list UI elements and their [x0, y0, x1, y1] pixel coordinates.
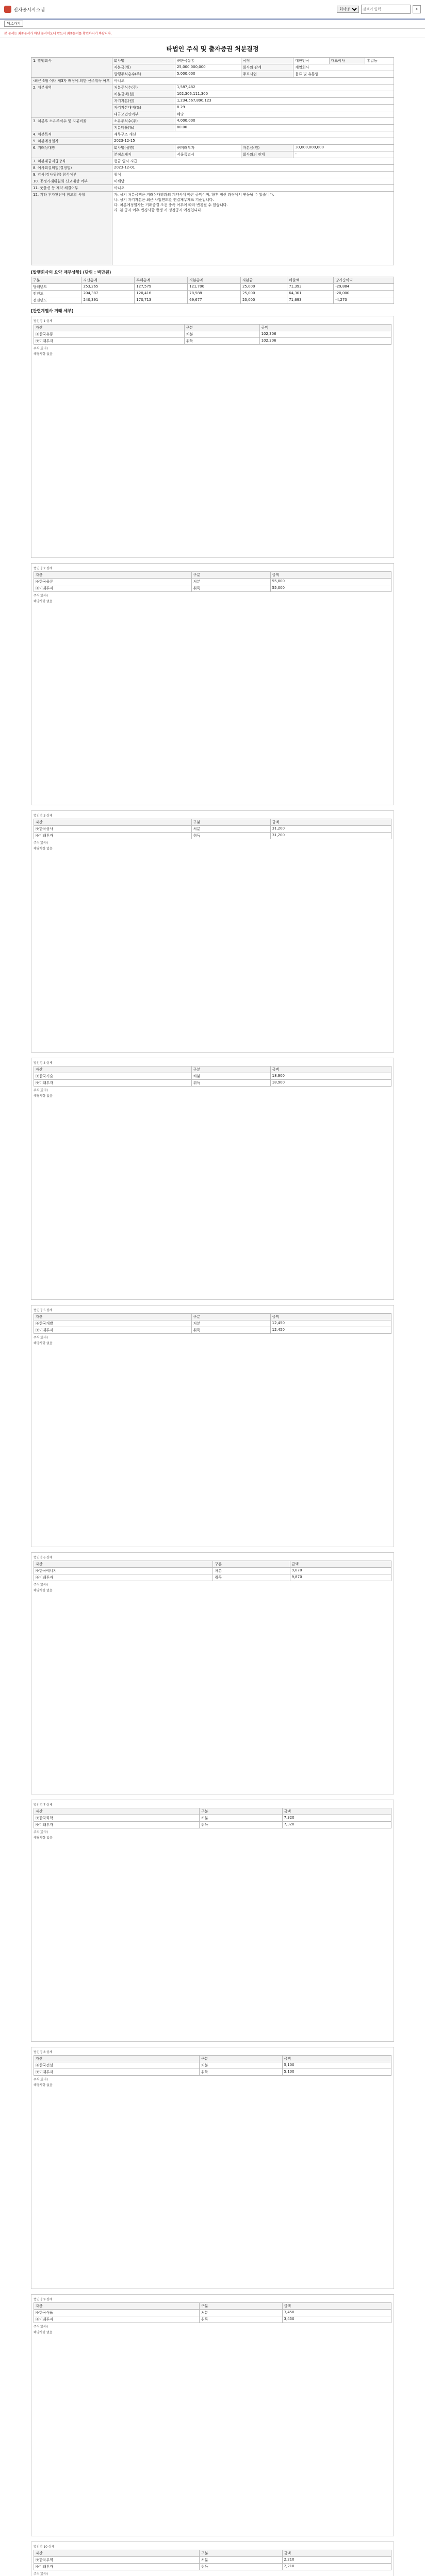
field-value: 참석 [112, 172, 394, 178]
table-cell: 240,391 [81, 297, 135, 304]
column-header: 구분 [184, 325, 259, 331]
report-note: 해당사항 없음 [34, 600, 53, 603]
row-label: -최근 6월 이내 제3자 배정에 의한 신주취득 여부 [31, 78, 112, 84]
field-label: 자기자본대비(%) [112, 105, 175, 111]
report-note: 해당사항 없음 [34, 1342, 53, 1345]
table-cell: 처분 [200, 2557, 283, 2564]
column-header: 자산 [34, 1561, 213, 1568]
field-label: 소유주식수(주) [112, 118, 175, 125]
row-label: 5. 처분예정일자 [31, 138, 112, 145]
report-note: 해당사항 없음 [34, 352, 53, 356]
table-cell: 5,100 [282, 2069, 391, 2076]
table-row [31, 291, 394, 297]
table-row [31, 185, 394, 192]
field-label: 회사명 [112, 58, 175, 64]
table-row [31, 192, 394, 265]
report-note: 해당사항 없음 [34, 847, 53, 851]
row-label: 10. 공정거래위원회 신고대상 여부 [31, 178, 112, 185]
table-cell: ㈜미래투자 [34, 833, 192, 839]
search-option-select[interactable] [337, 6, 359, 13]
table-row [34, 1080, 391, 1087]
table-cell: 102,306 [259, 331, 391, 338]
field-value: 80.00 [175, 125, 394, 131]
table-header [34, 2303, 391, 2310]
table-header [34, 819, 391, 826]
table-cell: 204,387 [81, 291, 135, 297]
column-header: 구분 [213, 1561, 290, 1568]
table-cell: 5,100 [282, 2062, 391, 2069]
table-cell: 64,301 [287, 291, 334, 297]
table-cell: 23,000 [240, 297, 287, 304]
table-cell: 취득 [213, 1574, 290, 1581]
table-header [31, 277, 394, 284]
table-row [31, 58, 394, 64]
table-cell: ㈜한국유통 [34, 331, 185, 338]
field-value: 홍길동 [365, 58, 394, 64]
search-icon[interactable]: ⌕ [413, 5, 421, 13]
table-row [31, 78, 394, 84]
report-name: 법인명 5 상세 [34, 1309, 53, 1312]
logo-icon [4, 6, 11, 13]
column-header: 자산 [34, 819, 192, 826]
field-value: - [293, 151, 394, 158]
report-name: 법인명 9 상세 [34, 2298, 53, 2301]
field-label: 본점소재지 [112, 151, 175, 158]
table-cell: 31,200 [270, 833, 391, 839]
table-cell: ㈜한국개발 [34, 1320, 192, 1327]
table-row [34, 579, 391, 585]
table-cell: ㈜한국에너지 [34, 1568, 213, 1574]
field-value: 30,000,000,000 [293, 145, 394, 151]
report-table [34, 1313, 391, 1334]
column-header: 금액 [282, 2550, 391, 2557]
report-block [31, 1305, 394, 1547]
document-content [0, 38, 425, 2576]
table-row [31, 178, 394, 185]
column-header: 부채총계 [135, 277, 188, 284]
table-header [34, 1808, 391, 1815]
column-header: 금액 [290, 1561, 391, 1568]
table-row [31, 284, 394, 291]
table-cell: 121,700 [188, 284, 241, 291]
table-cell: ㈜한국식품 [34, 2310, 200, 2316]
table-cell: 처분 [200, 2310, 283, 2316]
field-value: 대한민국 [293, 58, 329, 64]
sub-bar [0, 20, 425, 29]
table-row [34, 826, 391, 833]
field-label: 대규모법인여부 [112, 111, 175, 118]
row-label: 2. 처분내역 [31, 84, 112, 118]
table-row [34, 1073, 391, 1080]
table-cell: 전년도 [31, 291, 81, 297]
table-row [34, 1327, 391, 1334]
column-header: 당기순이익 [334, 277, 394, 284]
report-note: 해당사항 없음 [34, 2083, 53, 2087]
column-header: 자본금 [240, 277, 287, 284]
table-cell: ㈜한국무역 [34, 2557, 200, 2564]
table-row [34, 2564, 391, 2570]
field-value: 2023-12-01 [112, 165, 394, 172]
table-cell: 18,900 [270, 1073, 391, 1080]
field-value: 25,000,000,000 [175, 64, 241, 71]
table-cell: 55,000 [270, 579, 391, 585]
reports-list [31, 316, 394, 2576]
report-block [31, 563, 394, 805]
table-cell: ㈜미래투자 [34, 1080, 192, 1087]
table-cell: 취득 [200, 2564, 283, 2570]
report-block [31, 810, 394, 1053]
table-cell: 69,677 [188, 297, 241, 304]
report-owner: 주식(출자) [34, 2325, 48, 2329]
field-label: 처분주식수(주) [112, 84, 175, 91]
field-label: 발행주식총수(주) [112, 71, 175, 78]
table-cell: 25,000 [240, 284, 287, 291]
column-header: 금액 [282, 1808, 391, 1815]
report-table [34, 2302, 391, 2323]
report-owner: 주식(출자) [34, 1583, 48, 1587]
field-label: 회사와 관계 [241, 64, 293, 71]
report-block [31, 2047, 394, 2289]
table-header [34, 1066, 391, 1073]
table-cell: 당해년도 [31, 284, 81, 291]
table-cell: 처분 [213, 1568, 290, 1574]
back-button[interactable]: 뒤로가기 [4, 21, 23, 27]
table-cell: ㈜미래투자 [34, 2316, 200, 2323]
column-header: 구분 [191, 819, 270, 826]
field-value: 물류 및 유통업 [293, 71, 394, 78]
report-owner: 주식(출자) [34, 841, 48, 845]
column-header: 구분 [191, 1314, 270, 1320]
table-cell: 2,210 [282, 2564, 391, 2570]
column-header: 자산 [34, 325, 185, 331]
report-table [34, 324, 391, 345]
table-cell: 170,713 [135, 297, 188, 304]
table-cell: 78,588 [188, 291, 241, 297]
column-header: 구분 [200, 1808, 283, 1815]
table-cell: 처분 [200, 2062, 283, 2069]
field-label: 자본금(원) [112, 64, 175, 71]
field-label: 주요사업 [241, 71, 293, 78]
table-header [34, 2056, 391, 2062]
report-table [34, 2550, 391, 2570]
field-label: 회사명(성명) [112, 145, 175, 151]
row-label: 9. 감사(감사위원) 참석여부 [31, 172, 112, 178]
table-cell: 3,450 [282, 2310, 391, 2316]
table-cell: 25,000 [240, 291, 287, 297]
row-label: 6. 거래상대방 [31, 145, 112, 158]
financial-title: [발행회사의 요약 재무상황] (단위 : 백만원) [31, 270, 111, 275]
report-table [34, 819, 391, 839]
table-cell: 12,450 [270, 1327, 391, 1334]
table-cell: ㈜미래투자 [34, 585, 192, 592]
report-name: 법인명 6 상세 [34, 1556, 53, 1560]
field-value: 8.29 [175, 105, 394, 111]
table-cell: ㈜미래투자 [34, 338, 185, 345]
field-value: 5,000,000 [175, 71, 241, 78]
table-row [34, 2310, 391, 2316]
column-header: 구분 [191, 1066, 270, 1073]
column-header: 구분 [31, 277, 81, 284]
field-value: 아니오 [112, 78, 394, 84]
report-note: 해당사항 없음 [34, 2331, 53, 2334]
table-cell: 취득 [191, 1327, 270, 1334]
table-cell: 처분 [191, 1320, 270, 1327]
table-cell: 18,900 [270, 1080, 391, 1087]
report-owner: 주식(출자) [34, 2078, 48, 2081]
report-table [34, 1561, 391, 1581]
notice-text: 본 문서는 최종문서가 아닌 문서이오니 반드시 최종문서를 확인하시기 바랍니다. [0, 29, 425, 38]
table-cell: 253,265 [81, 284, 135, 291]
column-header: 구분 [191, 572, 270, 579]
table-cell: 71,393 [287, 284, 334, 291]
table-row [34, 2062, 391, 2069]
brand[interactable] [4, 6, 45, 13]
column-header: 자산 [34, 2056, 200, 2062]
field-value: ㈜한국유통 [175, 58, 241, 64]
row-label: 1. 발행회사 [31, 58, 112, 78]
table-cell: ㈜한국물류 [34, 579, 192, 585]
table-cell: 처분 [184, 331, 259, 338]
field-label: 자본금(원) [241, 145, 293, 151]
table-header [34, 572, 391, 579]
column-header: 자산 [34, 1314, 192, 1320]
column-header: 금액 [270, 1314, 391, 1320]
column-header: 자산 [34, 1808, 200, 1815]
table-row [31, 145, 394, 151]
table-cell: -20,000 [334, 291, 394, 297]
field-value: 현금 일시 지급 [112, 158, 394, 165]
table-row [34, 1815, 391, 1822]
table-row [31, 172, 394, 178]
field-value: 해당 [175, 111, 394, 118]
table-cell: 31,200 [270, 826, 391, 833]
report-table [34, 1066, 391, 1087]
table-row [31, 118, 394, 125]
row-label: 7. 처분대금지급방식 [31, 158, 112, 165]
report-table [34, 1808, 391, 1828]
table-cell: 71,693 [287, 297, 334, 304]
column-header: 구분 [200, 2550, 283, 2557]
field-value: 재무구조 개선 [112, 131, 394, 138]
table-cell: 2,210 [282, 2557, 391, 2564]
table-cell: 취득 [200, 2069, 283, 2076]
table-cell: 102,306 [259, 338, 391, 345]
field-label: 지분비율(%) [112, 125, 175, 131]
row-label: 11. 풋옵션 등 계약 체결여부 [31, 185, 112, 192]
table-row [34, 1568, 391, 1574]
table-cell: ㈜한국건설 [34, 2062, 200, 2069]
table-cell: 9,870 [290, 1574, 391, 1581]
column-header: 구분 [200, 2303, 283, 2310]
report-table [34, 571, 391, 592]
table-cell: 취득 [184, 338, 259, 345]
table-cell: 취득 [191, 833, 270, 839]
table-cell: 처분 [200, 1815, 283, 1822]
page-title: 타법인 주식 및 출자증권 처분결정 [166, 45, 259, 53]
column-header: 자산 [34, 2550, 200, 2557]
report-owner: 주식(출자) [34, 1089, 48, 1092]
column-header: 자산 [34, 2303, 200, 2310]
column-header: 금액 [282, 2303, 391, 2310]
report-name: 법인명 7 상세 [34, 1803, 53, 1807]
column-header: 금액 [270, 1066, 391, 1073]
report-name: 법인명 2 상세 [34, 567, 53, 570]
table-cell: 취득 [200, 2316, 283, 2323]
table-row [31, 84, 394, 91]
column-header: 자산 [34, 1066, 192, 1073]
table-cell: 취득 [200, 1822, 283, 1828]
sub-title: [관련계열사 거래 세부] [31, 309, 74, 313]
table-cell: ㈜한국화학 [34, 1815, 200, 1822]
table-cell: -4,270 [334, 297, 394, 304]
table-cell: 12,450 [270, 1320, 391, 1327]
table-row [34, 2557, 391, 2564]
table-row [34, 1574, 391, 1581]
table-cell: 처분 [191, 579, 270, 585]
field-value: 4,000,000 [175, 118, 394, 125]
column-header: 자산총계 [81, 277, 135, 284]
table-cell: 120,416 [135, 291, 188, 297]
column-header: 금액 [282, 2056, 391, 2062]
report-owner: 주식(출자) [34, 1336, 48, 1340]
column-header: 매출액 [287, 277, 334, 284]
field-value: 서울특별시 [175, 151, 241, 158]
field-label: 회사와의 관계 [241, 151, 293, 158]
report-name: 법인명 10 상세 [34, 2545, 55, 2549]
field-label: 처분금액(원) [112, 91, 175, 98]
table-row [34, 331, 391, 338]
search-area [337, 5, 421, 14]
report-name: 법인명 8 상세 [34, 2050, 53, 2054]
field-label: 자기자본(원) [112, 98, 175, 105]
table-cell: 9,870 [290, 1568, 391, 1574]
report-owner: 주식(출자) [34, 1831, 48, 1834]
column-header: 자본총계 [188, 277, 241, 284]
table-cell: 127,579 [135, 284, 188, 291]
field-label: 대표이사 [329, 58, 365, 64]
financial-table [31, 277, 394, 304]
report-block [31, 1058, 394, 1300]
table-header [34, 325, 391, 331]
table-cell: -29,884 [334, 284, 394, 291]
field-value: 아니오 [112, 185, 394, 192]
report-block [31, 316, 394, 558]
top-bar [0, 0, 425, 20]
table-cell: ㈜미래투자 [34, 1822, 200, 1828]
table-cell: ㈜미래투자 [34, 2069, 200, 2076]
table-row [31, 131, 394, 138]
table-cell: 취득 [191, 585, 270, 592]
table-cell: ㈜미래투자 [34, 2564, 200, 2570]
report-block [31, 2294, 394, 2536]
report-block [31, 2541, 394, 2576]
table-row [31, 165, 394, 172]
field-value: 1,587,482 [175, 84, 394, 91]
search-input[interactable] [361, 5, 411, 14]
report-note: 해당사항 없음 [34, 1094, 53, 1098]
disclosure-table [31, 57, 394, 265]
table-cell: ㈜미래투자 [34, 1574, 213, 1581]
report-block [31, 1552, 394, 1794]
table-cell: 7,320 [282, 1822, 391, 1828]
report-owner: 주식(출자) [34, 347, 48, 350]
table-row [34, 2069, 391, 2076]
report-owner: 주식(출자) [34, 2572, 48, 2576]
report-name: 법인명 3 상세 [34, 814, 53, 818]
table-header [34, 1561, 391, 1568]
table-row [34, 2316, 391, 2323]
table-row [34, 1320, 391, 1327]
field-value: ㈜미래투자 [175, 145, 241, 151]
table-row [34, 338, 391, 345]
table-header [34, 1314, 391, 1320]
report-table [34, 2055, 391, 2076]
table-cell: ㈜한국기술 [34, 1073, 192, 1080]
table-cell: 7,320 [282, 1815, 391, 1822]
table-header [34, 2550, 391, 2557]
table-cell: 처분 [191, 1073, 270, 1080]
table-row [34, 833, 391, 839]
table-cell: 3,450 [282, 2316, 391, 2323]
field-value: 1,234,567,890,123 [175, 98, 394, 105]
column-header: 금액 [270, 572, 391, 579]
table-cell: 55,000 [270, 585, 391, 592]
table-cell: 전전년도 [31, 297, 81, 304]
row-label: 8. 이사회결의일(결정일) [31, 165, 112, 172]
row-label: 12. 기타 투자판단에 참고할 사항 [31, 192, 112, 265]
table-row [31, 138, 394, 145]
row-label: 4. 처분목적 [31, 131, 112, 138]
report-note: 해당사항 없음 [34, 1836, 53, 1840]
report-name: 법인명 4 상세 [34, 1061, 53, 1065]
report-note: 해당사항 없음 [34, 1589, 53, 1592]
report-block [31, 1800, 394, 2042]
logo-text: 전자공시시스템 [13, 7, 45, 13]
field-label: 국적 [241, 58, 293, 64]
field-value: 계열회사 [293, 64, 394, 71]
field-value: 가. 상기 처분금액은 거래상대방과의 계약서에 따른 금액이며, 향후 정산 과정에서 변동될 수 있습니다. 나. 상기 자기자본은 최근 사업연도말 연결재무제표 기준입니다. 다. 처분예정일자는 거래종결 조건 충족 여부에 따라 변경될 수 있습니다. 라. 본 공시 이후 변경사항 발생 시 정정공시 예정입니다. [112, 192, 394, 265]
table-cell: 처분 [191, 826, 270, 833]
table-cell: ㈜한국상사 [34, 826, 192, 833]
table-row [34, 1822, 391, 1828]
table-row [31, 158, 394, 165]
field-value: 2023-12-15 [112, 138, 394, 145]
field-value: 102,306,111,300 [175, 91, 394, 98]
table-row [31, 297, 394, 304]
table-cell: 취득 [191, 1080, 270, 1087]
column-header: 자산 [34, 572, 192, 579]
table-row [34, 585, 391, 592]
table-cell: ㈜미래투자 [34, 1327, 192, 1334]
column-header: 금액 [259, 325, 391, 331]
column-header: 구분 [200, 2056, 283, 2062]
field-value: 미해당 [112, 178, 394, 185]
row-label: 3. 처분후 소유주식수 및 지분비율 [31, 118, 112, 131]
report-owner: 주식(출자) [34, 594, 48, 598]
report-name: 법인명 1 상세 [34, 319, 53, 323]
column-header: 금액 [270, 819, 391, 826]
